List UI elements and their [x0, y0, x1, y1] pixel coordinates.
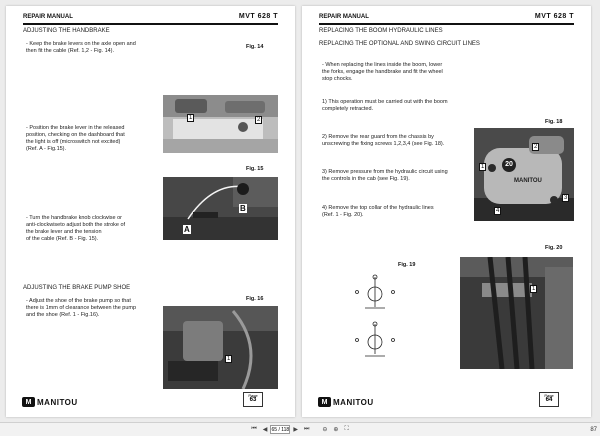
- logo-mark-icon: M: [318, 397, 331, 407]
- figure-16-tag-1: 1: [227, 356, 231, 362]
- next-page-icon[interactable]: ▶: [293, 427, 298, 433]
- fit-page-icon[interactable]: ⛶: [344, 426, 349, 432]
- prev-page-icon[interactable]: ◀: [262, 427, 268, 433]
- paragraph-release-lever: - Position the brake lever in the released position, checking on the dashboard that the light is off (microswitch not excited) (Ref. A - Fig.15).: [26, 125, 125, 152]
- first-page-icon[interactable]: ⏮: [251, 426, 257, 432]
- left-page: [6, 6, 295, 417]
- header-rule: [23, 23, 278, 25]
- figure-label-14: Fig. 14: [246, 44, 264, 50]
- header-rule: [319, 23, 574, 25]
- figure-label-20: Fig. 20: [545, 245, 563, 251]
- paragraph-turn-knob: - Turn the handbrake knob clockwise or anti-clockwiseto adjust both the stroke of the brake lever and the tension of the cable (Ref. B - Fig. 15).: [26, 215, 126, 242]
- figure-20-tag-1: 1: [532, 286, 536, 292]
- zoom-in-icon[interactable]: ⊕: [333, 427, 339, 433]
- header-title: REPAIR MANUAL: [319, 14, 369, 20]
- note-top-collar: 4) Remove the top collar of the hydraulic lines (Ref. 1 - Fig. 20).: [322, 205, 434, 218]
- note-boom-retracted: 1) This operation must be carried out with the boom completely retracted.: [322, 99, 448, 112]
- manitou-logo: M MANITOU: [318, 397, 374, 407]
- header-model: MVT 628 T: [238, 13, 278, 20]
- note-pressure: 3) Remove pressure from the hydraulic circuit using the controls in the cab (see Fig. 19).: [322, 169, 448, 182]
- section-title-brake-pump: ADJUSTING THE BRAKE PUMP SHOE: [23, 285, 131, 291]
- section-title-handbrake: ADJUSTING THE HANDBRAKE: [23, 28, 110, 34]
- figure-16-photo: [163, 306, 278, 389]
- figure-18-tag-2: 2: [534, 144, 538, 150]
- page-number-box: Page 63: [243, 392, 263, 407]
- last-page-icon[interactable]: ⏭: [303, 426, 310, 432]
- manitou-logo: M MANITOU: [22, 397, 78, 407]
- figure-18-brand-text: MANITOU: [514, 178, 542, 184]
- viewer-toolbar: [0, 422, 600, 436]
- zoom-out-icon[interactable]: ⊖: [322, 427, 328, 433]
- section-title-optional-lines: REPLACING THE OPTIONAL AND SWING CIRCUIT LINES: [319, 41, 480, 47]
- figure-18-tag-4: 4: [496, 208, 500, 214]
- figure-18-model-badge: 20: [502, 158, 516, 172]
- page-number: 63: [249, 397, 257, 403]
- figure-14-tag-2: 2: [257, 117, 261, 123]
- page-number-input[interactable]: [270, 425, 290, 434]
- figure-15-photo: [163, 177, 278, 240]
- header-model: MVT 628 T: [534, 13, 574, 20]
- figure-15-tag-b: B: [240, 204, 246, 213]
- page-number-box: Page 64: [539, 392, 559, 407]
- page-number: 64: [545, 397, 553, 403]
- figure-20-photo: [460, 257, 573, 369]
- zoom-level: 87: [590, 427, 597, 433]
- paragraph-fit-cable: - Keep the brake levers on the axle open and then fit the cable (Ref. 1,2 - Fig. 14).: [26, 41, 136, 54]
- paragraph-lower-forks: - When replacing the lines inside the boom, lower the forks, engage the handbrake and fit the wheel stop chocks.: [322, 62, 443, 82]
- figure-14-photo: [163, 95, 278, 153]
- figure-label-18: Fig. 18: [545, 119, 563, 125]
- paragraph-pump-shoe: - Adjust the shoe of the brake pump so that there is 1mm of clearance between the pump and the shoe (Ref. 1 - Fig.16).: [26, 298, 137, 318]
- header-title: REPAIR MANUAL: [23, 14, 73, 20]
- figure-label-15: Fig. 15: [246, 166, 264, 172]
- figure-19-diagram: [327, 272, 427, 368]
- figure-18-photo: [474, 128, 574, 221]
- figure-label-19: Fig. 19: [398, 262, 416, 268]
- figure-18-tag-1: 1: [481, 164, 485, 170]
- logo-mark-icon: M: [22, 397, 35, 407]
- figure-18-tag-3: 3: [564, 195, 568, 201]
- figure-15-tag-a: A: [184, 225, 190, 234]
- section-title-boom-lines: REPLACING THE BOOM HYDRAULIC LINES: [319, 28, 443, 34]
- figure-14-tag-1: 1: [189, 115, 193, 121]
- right-page: [302, 6, 591, 417]
- note-rear-guard: 2) Remove the rear guard from the chassis by unscrewing the fixing screws 1,2,3,4 (see Fig. 18).: [322, 134, 445, 147]
- figure-label-16: Fig. 16: [246, 296, 264, 302]
